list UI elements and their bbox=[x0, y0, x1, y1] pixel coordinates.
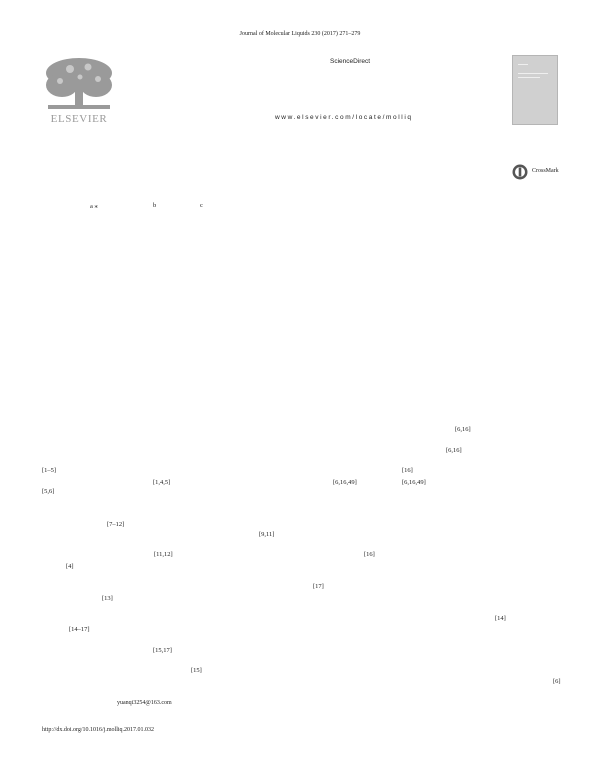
corresponding-author-email[interactable]: yuanqi3254@163.com bbox=[117, 700, 172, 706]
citation[interactable]: [11,12] bbox=[154, 551, 173, 558]
citation[interactable]: [6,16] bbox=[446, 447, 462, 454]
citation[interactable]: [4] bbox=[66, 563, 74, 570]
citation[interactable]: [6,16] bbox=[455, 426, 471, 433]
citation[interactable]: [9,11] bbox=[259, 531, 275, 538]
citation[interactable]: [6,16,49] bbox=[402, 479, 426, 486]
citation[interactable]: [16] bbox=[402, 467, 413, 474]
citation[interactable]: [13] bbox=[102, 595, 113, 602]
elsevier-tree-logo bbox=[42, 55, 116, 125]
elsevier-wordmark: ELSEVIER bbox=[50, 113, 108, 125]
citation[interactable]: [15,17] bbox=[153, 647, 172, 654]
journal-homepage-link[interactable]: www.elsevier.com/locate/molliq bbox=[275, 114, 413, 121]
citation[interactable]: [14] bbox=[495, 615, 506, 622]
citation[interactable]: [7–12] bbox=[107, 521, 125, 528]
crossmark-icon bbox=[512, 164, 528, 180]
doi-link[interactable]: http://dx.doi.org/10.1016/j.molliq.2017.01.032 bbox=[42, 727, 155, 733]
crossmark-badge[interactable] bbox=[512, 162, 574, 182]
citation[interactable]: [5,6] bbox=[42, 488, 55, 495]
citation[interactable]: [1–5] bbox=[42, 467, 57, 474]
affiliation-marker-a: a ⁎ bbox=[90, 203, 98, 210]
citation[interactable]: [6] bbox=[553, 678, 561, 685]
affiliation-marker-b: b bbox=[153, 202, 157, 209]
journal-cover-thumbnail bbox=[512, 55, 558, 125]
citation[interactable]: [14–17] bbox=[69, 626, 90, 633]
citation[interactable]: [6,16,49] bbox=[333, 479, 357, 486]
citation[interactable]: [1,4,5] bbox=[153, 479, 171, 486]
citation[interactable]: [15] bbox=[191, 667, 202, 674]
citation[interactable]: [17] bbox=[313, 583, 324, 590]
affiliation-marker-c: c bbox=[200, 202, 203, 209]
journal-citation-line: Journal of Molecular Liquids 230 (2017) 271–279 bbox=[239, 31, 361, 37]
citation[interactable]: [16] bbox=[364, 551, 375, 558]
sciencedirect-link[interactable]: ScienceDirect bbox=[330, 58, 371, 65]
crossmark-label: CrossMark bbox=[532, 168, 559, 174]
